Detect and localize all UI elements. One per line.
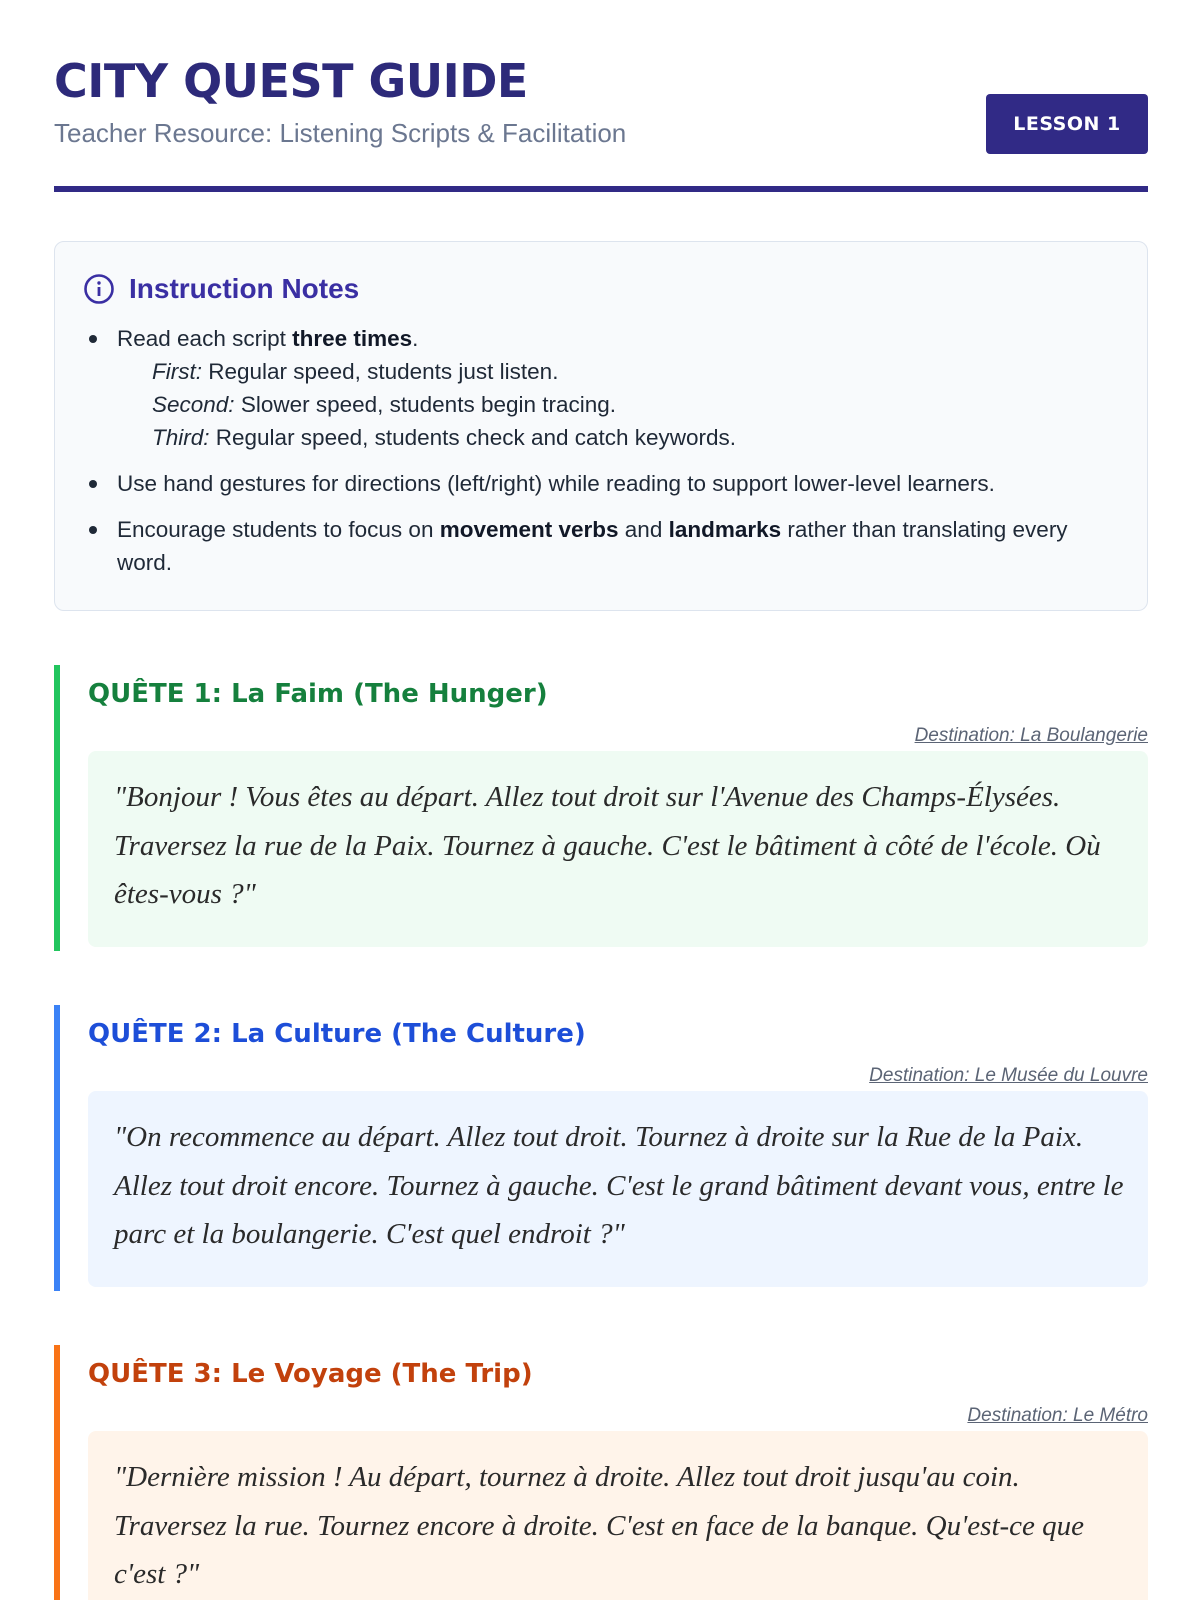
note-text: . <box>412 326 419 351</box>
lesson-badge: LESSON 1 <box>986 94 1148 154</box>
instruction-notes-panel <box>54 241 1148 611</box>
quest-title: QUÊTE 1: La Faim (The Hunger) <box>88 679 548 709</box>
quest-script-box <box>88 751 1148 947</box>
quest-card-2 <box>54 1005 1148 1291</box>
note-text: rather than translating every word. <box>117 517 1068 575</box>
quest-accent-bar <box>54 1005 60 1291</box>
quest-accent-bar <box>54 1345 60 1600</box>
quest-card-1 <box>54 665 1148 951</box>
page-subtitle: Teacher Resource: Listening Scripts & Facilitation <box>54 118 627 148</box>
step-text: Slower speed, students begin tracing. <box>234 392 617 417</box>
quest-destination-link[interactable]: Destination: Le Métro <box>967 1405 1148 1426</box>
note-emphasis: landmarks <box>668 517 782 542</box>
quest-script-text: "On recommence au départ. Allez tout droit. Tournez à droite sur la Rue de la Paix. Allez tout droit encore. Tournez à gauche. C'est le grand bâtiment devant vous, entre le parc et la boulangerie. C'est quel endroit ?" <box>114 1121 1124 1250</box>
reading-step-first <box>117 355 1127 388</box>
quest-destination-link[interactable]: Destination: La Boulangerie <box>914 725 1148 746</box>
note-item-read-three-times <box>87 322 1127 454</box>
step-text: Regular speed, students just listen. <box>202 359 559 384</box>
info-icon <box>83 273 115 305</box>
step-label: First: <box>152 359 202 384</box>
page-header <box>54 0 1148 192</box>
step-text: Regular speed, students check and catch keywords. <box>209 425 737 450</box>
note-emphasis: movement verbs <box>439 517 619 542</box>
note-emphasis: three times <box>292 326 413 351</box>
reading-step-second <box>117 388 1127 421</box>
quest-accent-bar <box>54 665 60 951</box>
instruction-notes-title: Instruction Notes <box>129 273 360 304</box>
quest-script-text: "Bonjour ! Vous êtes au départ. Allez tout droit sur l'Avenue des Champs-Élysées. Traversez la rue de la Paix. Tournez à gauche. C'est le bâtiment à côté de l'école. Où êtes-vous ?" <box>114 781 1101 910</box>
quest-destination-link[interactable]: Destination: Le Musée du Louvre <box>869 1065 1148 1086</box>
note-item-hand-gestures: Use hand gestures for directions (left/right) while reading to support lower-level learners. <box>87 467 1127 500</box>
quest-title: QUÊTE 3: Le Voyage (The Trip) <box>88 1359 533 1389</box>
step-label: Second: <box>152 392 235 417</box>
note-item-focus-keywords <box>87 513 1127 579</box>
quest-script-text: "Dernière mission ! Au départ, tournez à droite. Allez tout droit jusqu'au coin. Traversez la rue. Tournez encore à droite. C'est en face de la banque. Qu'est-ce que c'est ?" <box>114 1461 1085 1590</box>
note-text: and <box>618 517 669 542</box>
step-label: Third: <box>152 425 210 450</box>
instruction-notes-header <box>83 272 359 306</box>
instruction-notes-list <box>87 322 1127 592</box>
reading-step-third <box>117 421 1127 454</box>
quest-script-box <box>88 1431 1148 1600</box>
document-page <box>54 0 1148 1590</box>
quest-script-box <box>88 1091 1148 1287</box>
page-title: CITY QUEST GUIDE <box>54 54 528 108</box>
quest-title: QUÊTE 2: La Culture (The Culture) <box>88 1019 586 1049</box>
quest-card-3 <box>54 1345 1148 1600</box>
note-text: Encourage students to focus on <box>117 517 440 542</box>
note-text: Read each script <box>117 326 293 351</box>
